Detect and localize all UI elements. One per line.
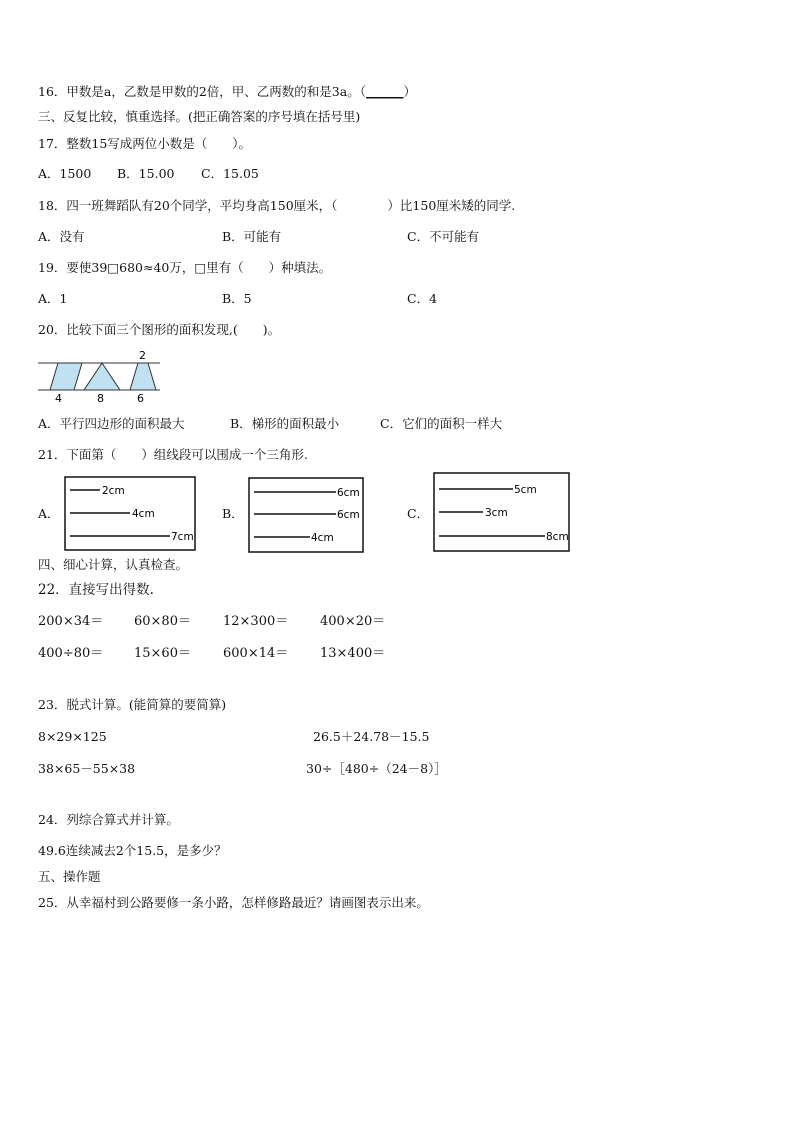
q20-option-c[interactable]: C．它们的面积一样大 <box>380 416 503 431</box>
q22-r1-c3: 12×300＝ <box>223 614 289 629</box>
q22-r2-c1: 400÷80＝ <box>38 646 104 661</box>
question-23-stem: 23．脱式计算。(能简算的要简算) <box>38 697 227 712</box>
q19-option-c[interactable]: C．4 <box>407 291 438 306</box>
parallelogram-shape <box>50 363 82 390</box>
question-16 <box>38 84 416 100</box>
group-a-label-1: 2cm <box>102 485 125 497</box>
q22-r2-c3: 600×14＝ <box>223 646 289 661</box>
q23-expr-2: 26.5＋24.78－15.5 <box>313 729 430 744</box>
q17-option-a[interactable]: A．1500 <box>38 166 92 181</box>
q18-option-c[interactable]: C．不可能有 <box>407 229 480 244</box>
q21-option-a-letter[interactable]: A． <box>38 506 60 521</box>
question-19-stem: 19．要使39□680≈40万，□里有（ ）种填法。 <box>38 260 332 275</box>
q21-option-c-letter[interactable]: C． <box>407 506 430 521</box>
q21-option-b-letter[interactable]: B． <box>222 506 244 521</box>
answer-blank[interactable]: ______ <box>365 84 404 99</box>
triangle-shape <box>84 363 120 390</box>
question-25-text: 25．从幸福村到公路要修一条小路，怎样修路最近？请画图表示出来。 <box>38 895 429 910</box>
q19-option-b[interactable]: B．5 <box>222 291 252 306</box>
section-3-heading: 三、反复比较，慎重选择。(把正确答案的序号填在括号里) <box>38 109 361 124</box>
q21-group-c-box <box>433 472 571 553</box>
shapes-figure <box>36 348 166 404</box>
question-22-stem: 22．直接写出得数. <box>38 582 154 598</box>
q22-r1-c1: 200×34＝ <box>38 614 104 629</box>
q21-group-a-box <box>64 476 197 552</box>
q19-option-a[interactable]: A．1 <box>38 291 68 306</box>
label-triangle-base: 8 <box>97 392 104 404</box>
q22-r1-c4: 400×20＝ <box>320 614 386 629</box>
group-b-label-1: 6cm <box>337 487 360 499</box>
question-20-stem: 20．比较下面三个图形的面积发现,( )。 <box>38 322 281 337</box>
question-21-stem: 21．下面第（ ）组线段可以围成一个三角形. <box>38 447 308 462</box>
question-17-stem: 17．整数15写成两位小数是（ ）。 <box>38 136 252 151</box>
group-a-label-3: 7cm <box>171 531 194 543</box>
section-4-heading: 四、细心计算，认真检查。 <box>38 557 189 572</box>
question-16-text: 16．甲数是a，乙数是甲数的2倍，甲、乙两数的和是3a。（ <box>38 84 366 99</box>
q23-expr-4: 30÷［480÷（24－8）］ <box>306 761 447 776</box>
q18-option-b[interactable]: B．可能有 <box>222 229 282 244</box>
q18-option-a[interactable]: A．没有 <box>38 229 85 244</box>
trapezoid-shape <box>130 363 156 390</box>
section-5-heading: 五、操作题 <box>38 869 101 884</box>
group-c-label-2: 3cm <box>485 507 508 519</box>
group-c-label-3: 8cm <box>546 531 569 543</box>
q23-expr-3: 38×65－55×38 <box>38 761 136 776</box>
question-24-text: 49.6连续减去2个15.5，是多少？ <box>38 843 227 858</box>
group-c-label-1: 5cm <box>514 484 537 496</box>
label-trapezoid-top: 2 <box>139 349 146 362</box>
q22-r2-c4: 13×400＝ <box>320 646 386 661</box>
q21-group-b-box <box>248 476 366 554</box>
q20-option-a[interactable]: A．平行四边形的面积最大 <box>38 416 185 431</box>
q20-option-b[interactable]: B．梯形的面积最小 <box>230 416 340 431</box>
q22-r1-c2: 60×80＝ <box>134 614 191 629</box>
label-trapezoid-bottom: 6 <box>137 392 144 404</box>
group-b-label-2: 6cm <box>337 509 360 521</box>
group-a-label-2: 4cm <box>132 508 155 520</box>
question-18-stem: 18．四一班舞蹈队有20个同学，平均身高150厘米，（ ）比150厘米矮的同学. <box>38 198 516 213</box>
group-b-label-3: 4cm <box>311 532 334 544</box>
label-parallelogram-base: 4 <box>55 392 62 404</box>
q22-r2-c2: 15×60＝ <box>134 646 191 661</box>
q17-option-c[interactable]: C．15.05 <box>201 166 259 181</box>
question-16-close: ） <box>403 84 416 99</box>
q23-expr-1: 8×29×125 <box>38 729 107 744</box>
q17-option-b[interactable]: B．15.00 <box>117 166 175 181</box>
question-24-stem: 24．列综合算式并计算。 <box>38 812 179 827</box>
